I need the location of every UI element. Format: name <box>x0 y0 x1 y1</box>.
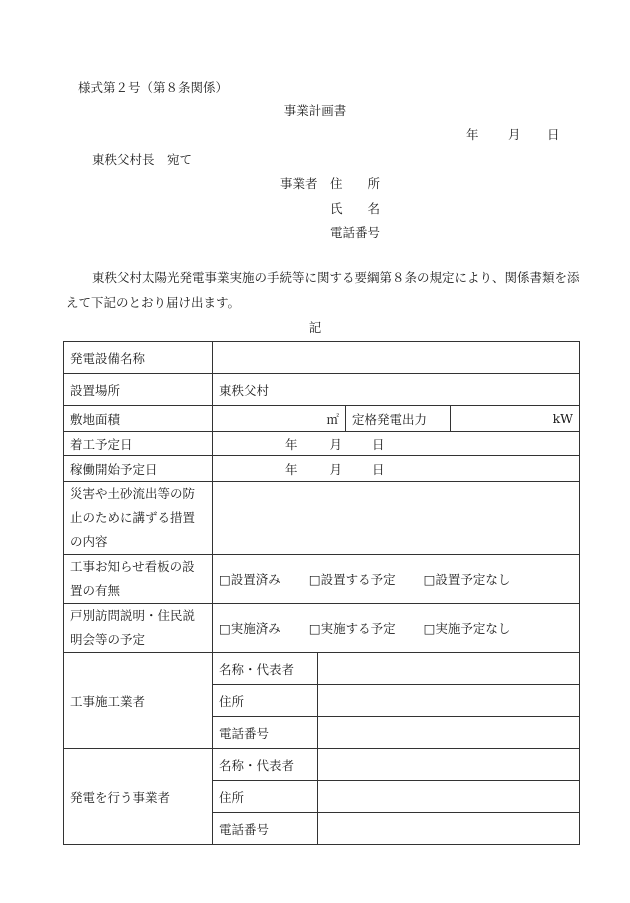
start-month-label: 月 <box>329 436 343 452</box>
visit-done-checkbox[interactable]: □実施済み <box>219 621 281 636</box>
contractor-phone-field[interactable] <box>318 717 580 749</box>
form-number: 様式第２号（第８条関係） <box>78 80 229 95</box>
signboard-none-checkbox[interactable]: □設置予定なし <box>423 572 511 587</box>
visit-planned-checkbox[interactable]: □実施する予定 <box>308 621 396 636</box>
output-unit: kW <box>552 411 573 426</box>
visit-none-checkbox[interactable]: □実施予定なし <box>423 621 511 636</box>
body-paragraph: 東秩父村太陽光発電事業実施の手続等に関する要綱第８条の規定により、関係書類を添えて下記のとおり届け出ます。 <box>66 270 580 310</box>
disaster-measures-field[interactable] <box>213 482 580 555</box>
table-row <box>64 342 580 374</box>
operator-label: 発電を行う事業者 <box>64 749 213 845</box>
operation-year-label: 年 <box>285 461 298 477</box>
disaster-measures-label: 災害や土砂流出等の防止のために講ずる措置の内容 <box>64 482 213 555</box>
start-date-label: 着工予定日 <box>64 432 213 456</box>
contractor-address-field[interactable] <box>318 685 580 717</box>
applicant-label: 事業者 <box>280 176 318 191</box>
operation-date-label: 稼働開始予定日 <box>64 456 213 482</box>
document-title: 事業計画書 <box>283 103 347 118</box>
table-row <box>64 604 580 653</box>
visit-explanation-label: 戸別訪問説明・住民説明会等の予定 <box>64 604 213 653</box>
operator-address-field[interactable] <box>318 781 580 813</box>
table-row <box>64 374 580 406</box>
date-day-label: 日 <box>547 127 560 142</box>
operation-date-field[interactable] <box>213 456 580 482</box>
operator-address-label: 住所 <box>213 781 318 813</box>
applicant-address-label: 住 所 <box>330 176 381 191</box>
signboard-label: 工事お知らせ看板の設置の有無 <box>64 555 213 604</box>
table-row <box>64 432 580 456</box>
start-day-label: 日 <box>372 436 385 452</box>
table-row <box>64 456 580 482</box>
location-field[interactable]: 東秩父村 <box>213 374 580 406</box>
site-area-field[interactable] <box>213 406 346 432</box>
applicant-name-label: 氏 名 <box>330 201 381 216</box>
operation-month-label: 月 <box>329 461 343 477</box>
table-row <box>64 653 580 685</box>
facility-name-label: 発電設備名称 <box>64 342 213 374</box>
area-unit: ㎡ <box>326 411 339 427</box>
location-label: 設置場所 <box>64 374 213 406</box>
date-month-label: 月 <box>508 127 521 142</box>
visit-options <box>213 604 580 653</box>
table-row <box>64 406 580 432</box>
contractor-name-field[interactable] <box>318 653 580 685</box>
operator-name-field[interactable] <box>318 749 580 781</box>
table-row <box>64 555 580 604</box>
ki-heading: 記 <box>308 320 322 335</box>
site-area-label: 敷地面積 <box>64 406 213 432</box>
date-year-label: 年 <box>466 127 479 142</box>
signboard-installed-checkbox[interactable]: □設置済み <box>219 572 281 587</box>
plan-table <box>63 341 580 845</box>
facility-name-field[interactable] <box>213 342 580 374</box>
operator-phone-field[interactable] <box>318 813 580 845</box>
contractor-name-label: 名称・代表者 <box>213 653 318 685</box>
operator-name-label: 名称・代表者 <box>213 749 318 781</box>
signboard-options <box>213 555 580 604</box>
contractor-phone-label: 電話番号 <box>213 717 318 749</box>
operator-phone-label: 電話番号 <box>213 813 318 845</box>
applicant-phone-label: 電話番号 <box>330 225 381 240</box>
operation-day-label: 日 <box>372 461 385 477</box>
signboard-planned-checkbox[interactable]: □設置する予定 <box>308 572 396 587</box>
rated-output-field[interactable] <box>451 406 580 432</box>
contractor-address-label: 住所 <box>213 685 318 717</box>
contractor-label: 工事施工業者 <box>64 653 213 749</box>
start-year-label: 年 <box>285 436 298 452</box>
start-date-field[interactable] <box>213 432 580 456</box>
rated-output-label: 定格発電出力 <box>346 406 451 432</box>
addressee: 東秩父村長 宛て <box>92 152 193 167</box>
table-row <box>64 749 580 781</box>
table-row <box>64 482 580 555</box>
